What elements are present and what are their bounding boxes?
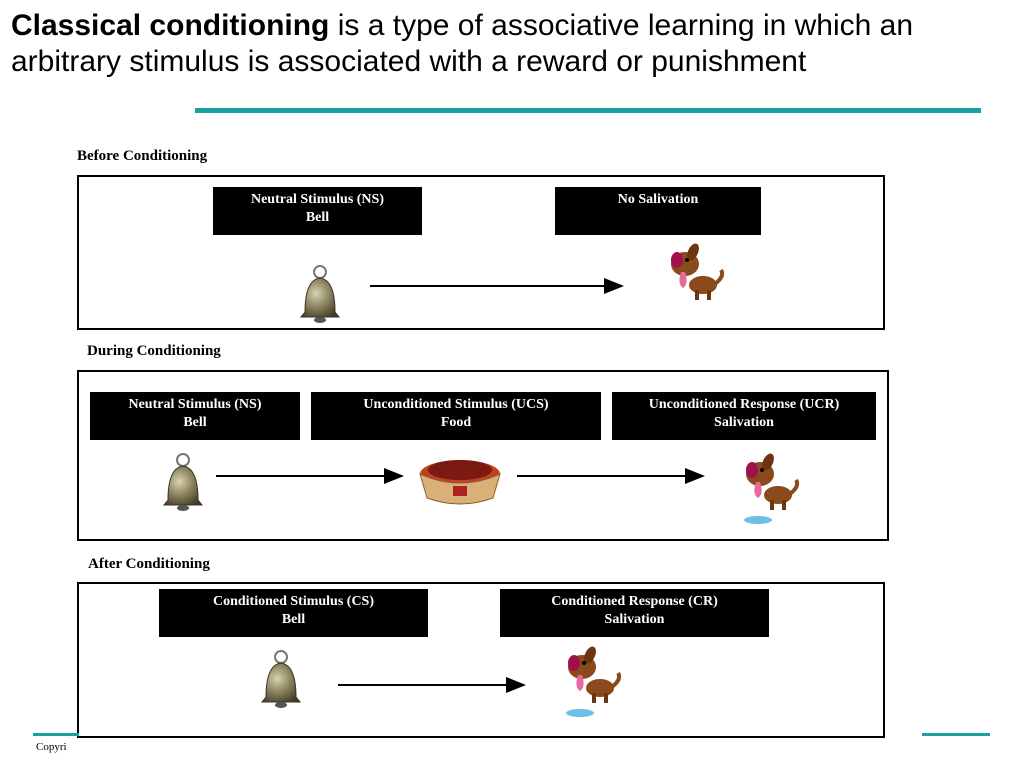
box-sublabel: Bell	[281, 612, 306, 627]
section-label-after: After Conditioning	[88, 556, 210, 572]
bell-icon	[158, 450, 208, 512]
dog-icon	[663, 240, 729, 306]
box-ns-bell-before	[213, 187, 422, 235]
box-label: Conditioned Response (CR)	[551, 594, 718, 609]
arrow-icon	[515, 468, 711, 484]
bell-icon	[295, 262, 345, 324]
food-bowl-icon	[415, 450, 505, 510]
footer-divider-left	[33, 733, 79, 736]
arrow-icon	[214, 468, 410, 484]
box-cr-salivation	[500, 589, 769, 637]
title-rest: is a type of associative learning in which an arbitrary stimulus is associated with a reward or punishment	[11, 9, 914, 78]
box-sublabel: Salivation	[714, 415, 774, 430]
box-no-salivation	[555, 187, 761, 235]
box-ucr-salivation	[612, 392, 876, 440]
arrow-icon	[368, 278, 630, 294]
box-ucs-food	[311, 392, 601, 440]
dog-icon	[560, 643, 626, 723]
title-bold: Classical conditioning	[11, 9, 330, 42]
title-divider	[195, 108, 981, 113]
section-label-during: During Conditioning	[87, 343, 221, 359]
box-ns-bell-during	[90, 392, 300, 440]
panel-before	[77, 175, 885, 330]
box-label: No Salivation	[617, 192, 699, 207]
box-sublabel: Bell	[183, 415, 207, 430]
bell-icon	[256, 647, 306, 709]
slide-title	[11, 8, 1001, 80]
box-label: Neutral Stimulus (NS)	[250, 192, 384, 207]
footer-divider-right	[922, 733, 990, 736]
arrow-icon	[336, 677, 532, 693]
box-label: Unconditioned Stimulus (UCS)	[363, 397, 549, 412]
copyright-text: Copyri	[36, 741, 67, 753]
box-sublabel: Bell	[305, 210, 330, 225]
box-label: Unconditioned Response (UCR)	[648, 397, 840, 412]
box-sublabel: Food	[440, 415, 472, 430]
box-label: Neutral Stimulus (NS)	[128, 397, 262, 412]
box-sublabel: Salivation	[604, 612, 665, 627]
box-label: Conditioned Stimulus (CS)	[212, 594, 375, 609]
dog-icon	[738, 450, 804, 530]
box-cs-bell	[159, 589, 428, 637]
section-label-before: Before Conditioning	[77, 148, 208, 164]
